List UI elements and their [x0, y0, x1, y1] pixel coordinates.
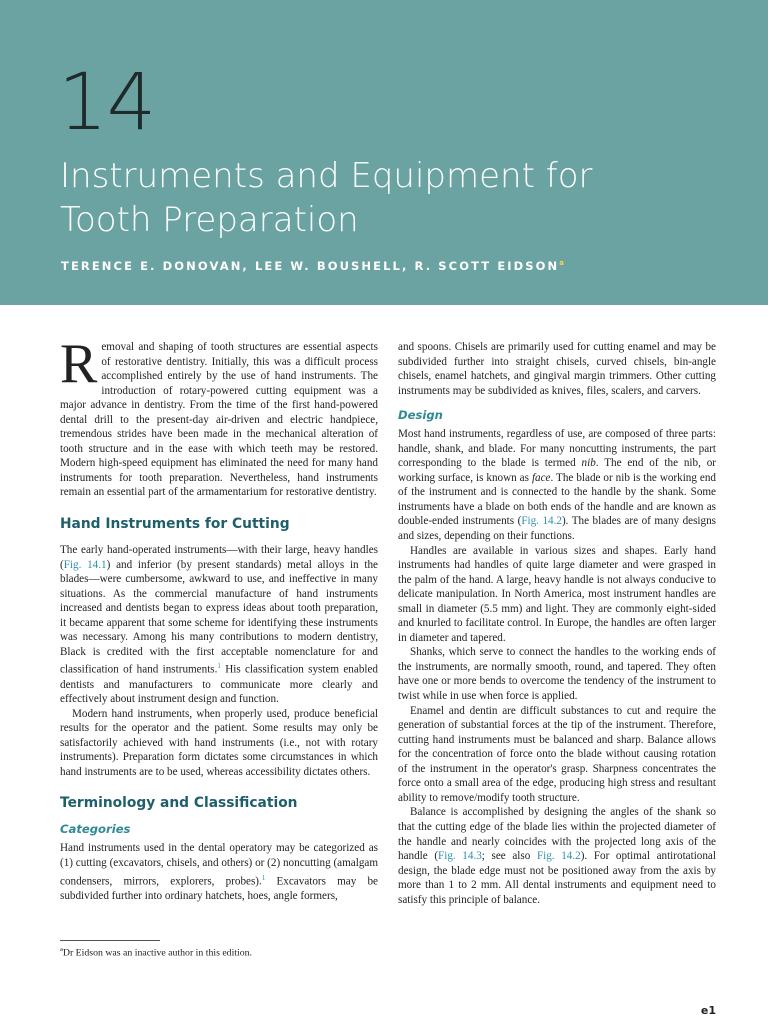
text-run: . The blade or nib is the working end of the instrument and is connected to the handle by the shank. Some instruments have a blade on both ends of the handle and are known as double-ended instruments (: [398, 471, 716, 528]
paragraph: and spoons. Chisels are primarily used for cutting enamel and may be subdivided further into straight chisels, curved chisels, bin-angle chisels, enamel hatchets, and gingival margin trimmers. Other cutting instruments may be subdivided as knives, files, scalers, and carvers.: [398, 341, 716, 397]
figure-link[interactable]: Fig. 14.3: [438, 850, 482, 863]
text-run: Balance is accomplished by designing the angles of the shank so that the cutting edge of the blade lies within the projected diameter of the handle and nearly coincides with the projected long axis of the handle (: [398, 806, 716, 863]
chapter-number: 14: [58, 58, 156, 148]
right-column: [398, 340, 716, 907]
drop-cap: R: [60, 333, 98, 395]
term-nib: nib: [581, 457, 596, 470]
text-run: Excavators may be subdivided further into ordinary hatchets, hoes, angle formers,: [60, 875, 379, 902]
figure-link[interactable]: Fig. 14.1: [63, 558, 107, 571]
paragraph: Handles are available in various sizes and shapes. Early hand instruments had handles of quite large diameter and were grasped in the palm of the hand. A large, heavy handle is not always conducive to delicate manipulation. In North America, most instrument handles are small in diameter (5.5 mm) and light. They are commonly eight-sided and knurled to facilitate control. In Europe, the handles are often larger in diameter and tapered.: [398, 544, 716, 644]
reference-link[interactable]: 1: [261, 873, 266, 882]
text-run: ) and inferior (by present standards) metal alloys in the blades—were cumbersome, awkward to use, and ineffective in many situations. As the commercial manufacture of hand instruments increased and dentists began to express ideas about tooth preparation, it became apparent that some scheme for identifying these instruments was necessary. Among his many contributions to modern dentistry, Black is credited with the first acceptable nomenclature for and classification of hand instruments.: [60, 558, 378, 677]
page-number: e1: [700, 1004, 716, 1017]
left-column: [60, 333, 379, 903]
chapter-authors: [61, 259, 564, 273]
paragraph: Shanks, which serve to connect the handles to the working ends of the instruments, are normally smooth, round, and tapered. They often have one or more bends to overcome the tendency of the instrument to twist while in use when force is applied.: [398, 646, 716, 703]
heading-terminology: Terminology and Classification: [60, 795, 298, 812]
subheading-design: Design: [398, 408, 443, 423]
text-run: ). For optimal antirotational design, the blade edge must not be positioned away from the axis by more than 1 to 2 mm. All dental instruments and equipment need to satisfy this principle of balance.: [398, 850, 716, 906]
intro-text: emoval and shaping of tooth structures are essential aspects of restorative dentistry. Initially, this was a difficult process accomplished entirely by the use of hand instruments. The introduction of rotary-powered cutting equipment was a major advance in dentistry. From the time of the first hand-powered dental drill to the present-day air-driven and electric handpiece, tremendous strides have been made in the mechanical alteration of tooth structure and in the ease with which teeth may be restored. Modern high-speed equipment has eliminated the need for many hand instruments for tooth preparation. Nevertheless, hand instruments remain an essential part of the armamentarium for restorative dentistry.: [60, 341, 378, 499]
footnote-text: Dr Eidson was an inactive author in this edition.: [62, 947, 252, 959]
paragraph: Enamel and dentin are difficult substances to cut and require the generation of substantial forces at the tip of the instrument. Therefore, cutting hand instruments must be balanced and sharp. Balance allows for the concentration of force onto the blade without causing rotation of the instrument in the operator's grasp. Sharpness concentrates the force onto a small area of the edge, producing high stress and resultant ability to remove/modify tooth structure.: [398, 704, 716, 804]
figure-link[interactable]: Fig. 14.2: [521, 515, 562, 528]
term-face: face: [531, 471, 551, 484]
paragraph: [398, 427, 716, 543]
figure-link[interactable]: Fig. 14.2: [536, 850, 581, 863]
paragraph: Modern hand instruments, when properly used, produce beneficial results for the operator and the patient. Some results may only be satisfactorily achieved with hand instruments (i.e., not with rotary instruments). Preparation form dictates some circumstances in which hand instruments are to be used, whereas accessibility dictates others.: [60, 707, 378, 778]
paragraph: [60, 543, 378, 707]
text-run: ; see also: [481, 850, 537, 863]
text-run: His classification system enabled dentists and manufacturers to communicate more clearly and effectively about instrument design and function.: [60, 664, 379, 706]
footnote-divider: [60, 940, 160, 941]
text-run: . The end of the nib, or working surface, is known as: [398, 457, 716, 484]
intro-paragraph: [60, 333, 378, 500]
heading-hand-instruments: Hand Instruments for Cutting: [60, 516, 290, 533]
author-footnote-mark: a: [559, 259, 565, 268]
text-run: ). The blades are of many designs and sizes, depending on their functions.: [398, 515, 716, 543]
reference-link[interactable]: 1: [217, 662, 221, 671]
paragraph: [60, 841, 378, 903]
text-run: Most hand instruments, regardless of use, are composed of three parts: handle, shank, and blade. For many noncutting instruments, the part corresponding to the blade is termed: [398, 428, 716, 470]
chapter-title: [60, 154, 700, 242]
author-names: TERENCE E. DONOVAN, LEE W. BOUSHELL, R. SCOTT EIDSON: [61, 259, 560, 273]
footnote-mark: a: [60, 946, 63, 953]
chapter-title-line-1: Instruments and Equipment for: [60, 156, 593, 196]
text-run: The early hand-operated instruments—with their large, heavy handles (: [60, 544, 378, 571]
text-run: Hand instruments used in the dental operatory may be categorized as (1) cutting (excavators, chisels, and others) or (2) noncutting (amalgam condensers, mirrors, explorers, probes).: [60, 842, 378, 888]
chapter-title-line-2: Tooth Preparation: [60, 200, 359, 240]
chapter-header: [0, 0, 768, 305]
paragraph: [398, 805, 716, 907]
subheading-categories: Categories: [60, 822, 131, 837]
footnote: [60, 946, 378, 958]
